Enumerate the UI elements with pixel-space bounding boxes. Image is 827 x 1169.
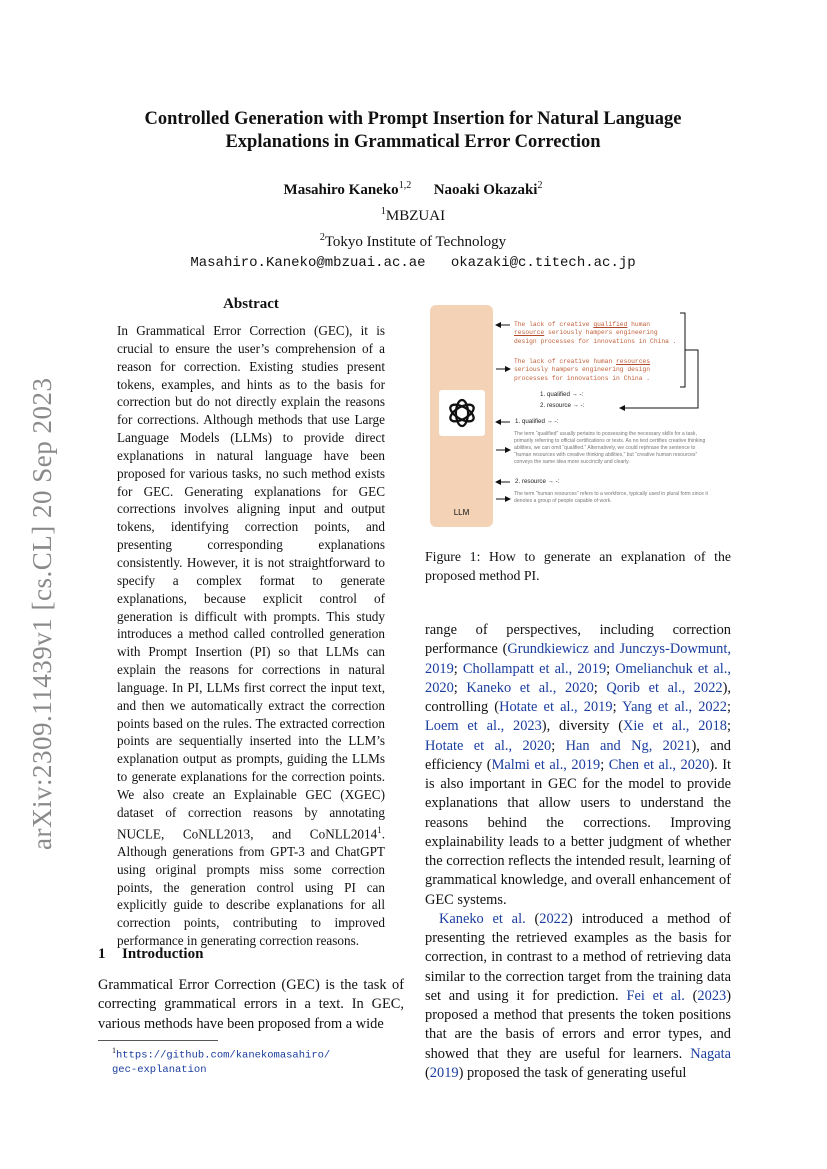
citation-link[interactable]: Kaneko et al. — [439, 910, 526, 927]
paragraph-text: ; — [727, 718, 731, 735]
paper-title — [98, 108, 728, 154]
intro-paragraph: Grammatical Error Correction (GEC) is the task of correcting grammatical errors in a text. In GEC, various methods have been proposed from a wide — [98, 977, 404, 1032]
footnote-rule — [98, 1040, 218, 1041]
section-number: 1 — [98, 946, 106, 962]
explanation-1: The term “qualified” usually pertains to possessing the necessary skills for a task, primarily referring to official certifications or tests. As no test certifies creative thinking abilities, we can omit “qualified.” Alternatively, we could rephrase the sentence to “human resources with creative thinking abilities,” but “creative human resources” conveys the same idea more succinctly and clearly. — [514, 431, 706, 465]
author-2: Naoaki Okazaki — [433, 182, 538, 198]
author-1: Masahiro Kaneko — [283, 182, 399, 198]
right-paragraph-1 — [425, 621, 731, 910]
citation-link[interactable]: Han and Ng, 2021 — [565, 737, 692, 754]
citation-link[interactable]: 2023 — [697, 987, 727, 1004]
figure-caption: Figure 1: How to generate an explanation of the proposed method PI. — [425, 549, 731, 583]
footnote-link-1[interactable]: https://github.com/kanekomasahiro/ — [116, 1049, 331, 1062]
paragraph-text: ), controlling ( — [425, 679, 731, 715]
paragraph-text: ). It is also important in GEC for the model to provide explanations that allow users to understand the reasons behind the corrections. Improving explainability leads to a better judgment of whether the correction reflects the intended result, learning of grammatical knowledge, and overall enhancement of GEC systems. — [425, 756, 731, 908]
title-line-2: Explanations in Grammatical Error Correction — [225, 132, 601, 152]
citation-link[interactable]: Yang et al., 2022 — [622, 699, 728, 715]
affiliation-1: $^1$MBZUAI — [380, 206, 446, 224]
arxiv-id: arXiv:2309.11439v1 [cs.CL] 20 Sep 2023 — [27, 377, 57, 850]
citation-link[interactable]: Grundkiewicz and Junczys-Dowmunt, 2019 — [425, 641, 731, 677]
citation-link[interactable]: Chen et al., 2020 — [608, 756, 710, 773]
citation-link[interactable]: Chollampatt et al., 2019 — [462, 660, 607, 677]
citation-link[interactable]: Malmi et al., 2019 — [491, 756, 601, 773]
author-1-affil: 1,2 — [398, 180, 412, 191]
paragraph-text: ; — [551, 737, 566, 754]
citation-link[interactable]: Loem et al., 2023 — [425, 718, 542, 735]
section-title: Introduction — [122, 946, 204, 962]
paragraph-text: ) proposed the task of generating useful — [458, 1064, 687, 1081]
author-2-affil: 2 — [537, 180, 543, 191]
section-heading — [98, 946, 203, 963]
citation-link[interactable]: Fei et al. — [626, 987, 685, 1004]
email-1[interactable]: Masahiro.Kaneko@mbzuai.ac.ae — [190, 255, 426, 271]
paragraph-text: ), and efficiency ( — [425, 737, 731, 773]
paragraph-text: ; — [612, 699, 623, 715]
paragraph-text: ; — [453, 660, 463, 677]
input-sentence: The lack of creative qualified human resource seriously hampers engineering design processes for innovations in China . — [514, 321, 677, 345]
paragraph-text: range of perspectives, including correction performance ( — [425, 622, 731, 658]
abstract-body: In Grammatical Error Correction (GEC), it is crucial to ensure the user’s comprehension of a reason for correction. Existing studies present tokens, examples, and hints as to the basis for correction but do not directly explain the reasons for corrections. Although methods that use Large Language Models (LLMs) to provide direct explanations in natural language have been proposed for various tasks, no such method exists for GEC. Generating explanations for GEC corrections involves aligning input and output tokens, identifying correction points, and presenting corresponding explanations consistently. However, it is not straightforward to specify a complex format to generate explanations, because explicit control of generation is difficult with prompts. This study introduces a method called controlled generation with Prompt Insertion (PI) so that LLMs can explain the reasons for corrections in natural language. In PI, LLMs first correct the input text, and then we automatically extract the correction points based on the rules. The extracted correction points are sequentially inserted into the LLM’s explanation output as prompts, guiding the LLMs to generate explanations for the correction points. We also create an Explainable GEC (XGEC) dataset of correction reasons by annotating NUCLE, CoNLL2013, and CoNLL2014$^1$. Although generations from GPT-3 and ChatGPT using original prompts miss some correction points, the generation control using PI can explicitly guide to describe explanations for all correction points, contributing to improved performance in generating correction reasons. — [117, 323, 385, 949]
citation-link[interactable]: 2019 — [429, 1064, 459, 1081]
inserted-prompt-1: 1. qualified → -: — [515, 418, 559, 425]
correction-point-2: 2. resource → -: — [540, 402, 585, 409]
title-line-1: Controlled Generation with Prompt Insertion for Natural Language — [144, 109, 682, 129]
footnote-link-2[interactable]: gec-explanation — [112, 1063, 207, 1076]
citation-link[interactable]: Qorib et al., 2022 — [606, 679, 723, 696]
right-column — [425, 621, 731, 1083]
bracket-input — [680, 313, 685, 387]
paragraph-text: ; — [727, 699, 732, 715]
emails — [98, 253, 728, 274]
paragraph-text: ) introduced a method of presenting the retrieved examples as the basis for correction, in contrast to a method of retrieving data similar to the correction target from the training data set and using it for prediction. — [425, 910, 731, 1004]
author-names — [98, 175, 728, 201]
citation-link[interactable]: Kaneko et al., 2020 — [466, 679, 594, 696]
citation-link[interactable]: Xie et al., 2018 — [623, 718, 727, 735]
paragraph-text: ( — [525, 910, 540, 927]
footnote: $^1$https://github.com/kanekomasahiro/ gec-explanation — [112, 1046, 331, 1076]
paragraph-text: ( — [684, 987, 698, 1004]
paragraph-text: ; — [453, 679, 467, 696]
paragraph-text: ( — [425, 1064, 430, 1081]
paragraph-text: ; — [606, 660, 616, 677]
paragraph-text: ), diversity ( — [541, 718, 623, 735]
right-paragraph-2 — [425, 910, 731, 1083]
citation-link[interactable]: Hotate et al., 2020 — [425, 737, 552, 754]
author-block — [98, 175, 728, 274]
citation-link[interactable]: Hotate et al., 2019 — [499, 699, 613, 715]
figure-1 — [430, 305, 710, 530]
email-2[interactable]: okazaki@c.titech.ac.jp — [450, 255, 636, 271]
explanation-2: The term “human resources” refers to a workforce, typically used in plural form since it denotes a group of people capable of work. — [514, 491, 708, 504]
paragraph-text: ; — [593, 679, 607, 696]
correction-point-1: 1. qualified → -: — [540, 391, 584, 398]
citation-link[interactable]: 2022 — [539, 910, 569, 927]
output-sentence: The lack of creative human resources seriously hampers engineering design processes for innovations in China . — [514, 358, 651, 382]
paragraph-text: ; — [600, 756, 609, 773]
llm-label: LLM — [453, 508, 470, 517]
affiliation-2: $^2$Tokyo Institute of Technology — [319, 232, 507, 250]
inserted-prompt-2: 2. resource → -: — [515, 478, 560, 485]
footnote-ref[interactable]: 1 — [377, 824, 382, 835]
abstract-heading: Abstract — [223, 296, 279, 312]
paragraph-text: ) proposed a method that presents the token positions that are the basis of errors and error types, and showed that they are useful for learners. — [425, 987, 731, 1062]
citation-link[interactable]: Nagata — [690, 1045, 731, 1062]
citation-link[interactable]: Omelianchuk et al., 2020 — [425, 660, 732, 696]
